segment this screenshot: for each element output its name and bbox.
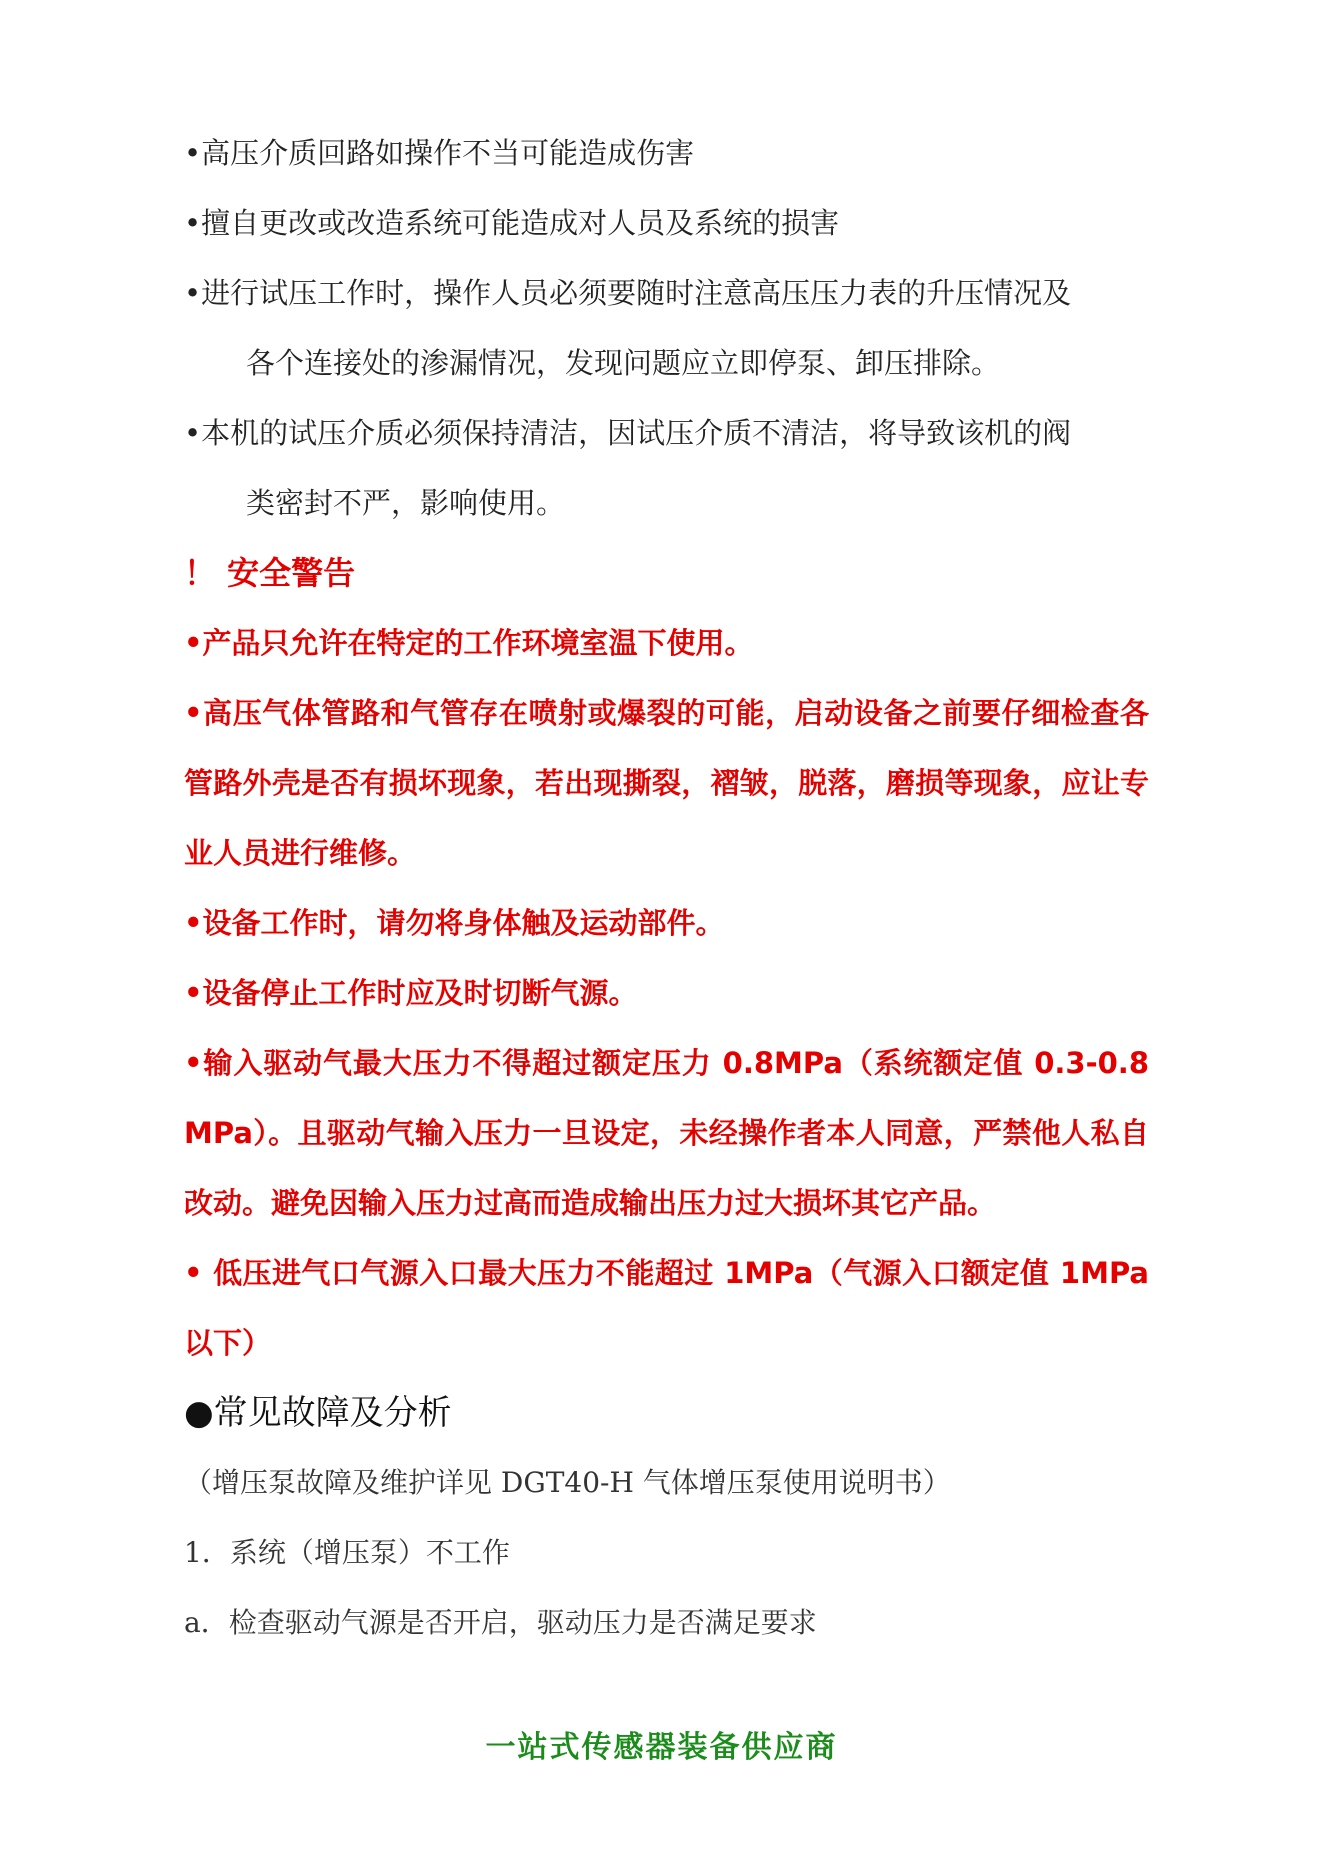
fault-section-heading: ●常见故障及分析: [184, 1393, 452, 1433]
note-line-1: •高压介质回路如操作不当可能造成伤害: [184, 136, 695, 170]
page-content: [184, 118, 1149, 1658]
note-line-2: •擅自更改或改造系统可能造成对人员及系统的损害: [184, 206, 840, 240]
fault-item-1: 1．系统（增压泵）不工作: [184, 1536, 510, 1569]
note-line-6: 类密封不严，影响使用。: [246, 486, 566, 520]
fault-section-note: （增压泵故障及维护详见 DGT40-H 气体增压泵使用说明书）: [184, 1466, 951, 1499]
note-line-4: 各个连接处的渗漏情况，发现问题应立即停泵、卸压排除。: [246, 346, 1001, 380]
safety-warning-title: ！ 安全警告: [184, 554, 356, 592]
warning-item-1: •产品只允许在特定的工作环境室温下使用。: [184, 626, 754, 660]
warning-item-6: • 低压进气口气源入口最大压力不能超过 1MPa（气源入口额定值 1MPa 以下）: [184, 1256, 1149, 1360]
warning-item-3: •设备工作时，请勿将身体触及运动部件。: [184, 906, 725, 940]
warning-item-2: •高压气体管路和气管存在喷射或爆裂的可能，启动设备之前要仔细检查各管路外壳是否有损坏现象，若出现撕裂，褶皱，脱落，磨损等现象，应让专业人员进行维修。: [184, 696, 1149, 870]
note-line-5: •本机的试压介质必须保持清洁，因试压介质不清洁，将导致该机的阀: [184, 416, 1072, 450]
warning-item-4: •设备停止工作时应及时切断气源。: [184, 976, 638, 1010]
note-line-3: •进行试压工作时，操作人员必须要随时注意高压压力表的升压情况及: [184, 276, 1072, 310]
footer-slogan: 一站式传感器装备供应商: [485, 1730, 838, 1765]
warning-item-5: •输入驱动气最大压力不得超过额定压力 0.8MPa（系统额定值 0.3-0.8MPa）。且驱动气输入压力一旦设定，未经操作者本人同意，严禁他人私自改动。避免因输入压力过高而造成输出压力过大损坏其它产品。: [184, 1046, 1149, 1220]
fault-item-a: a．检查驱动气源是否开启，驱动压力是否满足要求: [184, 1606, 817, 1639]
